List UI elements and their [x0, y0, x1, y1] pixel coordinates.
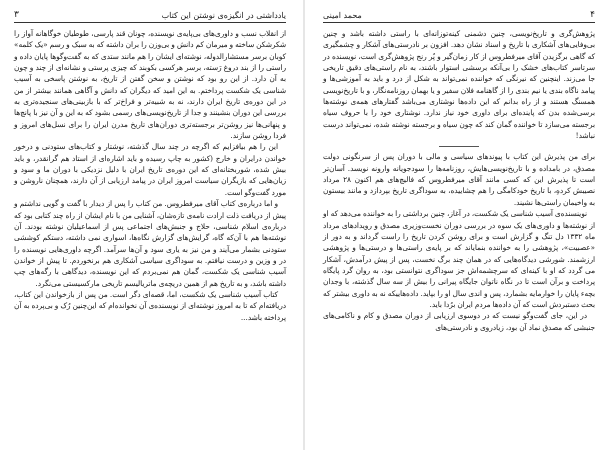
right-running-title: محمد امینی — [323, 11, 362, 20]
right-page-header — [323, 8, 595, 23]
left-page — [0, 0, 304, 450]
section-divider — [439, 146, 479, 147]
right-page — [305, 0, 609, 450]
paragraph: پژوهش‌گری و تاریخ‌نویسی، چنین دشمنی کینه‌توزانه‌ای با راستی داشته باشد و چنین بی‌وفایی‌های آشکاری با تاریخ و اسناد نشان دهد. افزون بر نادرستی‌های آشکار و چشمگیری که گاهی برگزیدن آقای میرفطروس از کار زمان‌گیر و پُر رنج پژوهش‌گری است، نویسنده در سرتاسر کتاب‌های خشک را بی‌آنکه برسشی استوار باشند، به نام راستی‌های دقیق تاریخی جا می‌زند. اینچنین که نیرنگی که خواننده نمی‌تواند به شکل از درد و باید به آموزشی‌ها و پیامد ناگاه بندی یا نیم بندی را از گاهنامه فلان سفیر و یا بهمان روزنامه‌نگار، و با تاریخ‌نویسی همسنگ هستند و از راه بدانم که این داده‌ها نوشتاری می‌باشد گفتارهای همه‌ی نوشته‌ها برسی‌شده بدن که پاینده‌ای برای داوری خود نیاز ندارد. نوشتاری خود را با حروف سیاه برجسته می‌سازد تا خواننده گمان کند که چون سیاه و برجسته نوشته شده، نمی‌تواند درست نباشد! — [323, 29, 595, 141]
right-page-body — [323, 28, 595, 333]
paragraph: این را هم بیافزایم که اگرچه در چند سال گذشته، نوشتار و کتاب‌های ستودنی و درخور خواندن درایران و خارج (کشور به‌ چاپ رسیده و باید اشاره‌ای از استاد هم گرانقدر، و باید بیش شده، شوربختانه‌ای که این دوره‌ی تاریخ ایران با دلیل نزدیکی با دوران ما و سود و زیان‌هایی که بازیگران سیاست امروز ایران در پیامد ارزیابی از آن دارند، همچنان ناروشن و مورد گفت‌وگو است. — [14, 142, 286, 197]
paragraph: نوینسنده‌ی آسیب شناسی یک شکست، در آغاز، چنین برداشتی را به خواننده می‌دهد که او از نوشته‌ها و داوری‌های یک سوه در بررسی دوران نخست‌وزیری مصدق و رویدادهای مرداد ماه ۱۳۳۲ دل تنگ و گزارش است و برای روشن کردن تاریخ را راست گرداند و به دور از «عصبیت»، پژوهشی را به خواننده بنمایاند که بر پایه‌ی راستی‌ها و درستی‌ها و پژوهشی ارزشمند. شورشی دیدگاه‌هایی که در همان چند برگ نخست، پس از پیش درآمدش، آشکار می گردد که او با کینه‌ای که سرچشمه‌اش جز سوداگری نتوانستی بود، به روان گرد پایگاه پرداخت و برآن است تا در نگاه ناتوان جایگاه پیرانی را بیش از سه سال گذشته، با وجدان بچهء پایان را خوارمایه بشمارد، پس و اندی سال او را بپاید. داده‌هاییکه نه به داوری بیشتر که بحث دستبردش است که آن داده‌ها مردم ایران برُدا باید. — [323, 209, 595, 309]
left-running-title: یادداشتی در انگیزه‌ی نوشتن این کتاب — [161, 11, 286, 20]
paragraph: برای من پذیرش این کتاب با پیوندهای سیاسی و مالی با دوران پس از سرنگونی دولت مصدق، در بامداده و با تاریخ‌نویسی‌هایش، روزنامه‌ها را سودجویانه وارونه نویسد. آسان‌تر است تا پذیرش این که کسی مانند آقای میرفطروس که فالیچ‌های هم اکنون ۲۸ مرداد نصیبش کردهِ، با تاریخ خودکامگی را هم چشاییده، به سوداگری تاریخ بپردازد و مانند بیستون به واخیمان راستی‌ها نشیند. — [323, 152, 596, 207]
paragraph: از انقلاب نسب و داوری‌های بی‌پایه‌ی نویسنده، چونان قند پارسی، طوطیان خوگاهانه آواز را شکرشکن ساخته و میرمان کم دانش و بی‌وزن را بران داشته که به سبک و رسم «یک کلمه» کوبان برسر مستشارالدوله، نوشته‌ای ایشان را هم مانند ستدی که به گفت‌وگوها پایان داده و راستی را از بند دروغ رَسته، برسر هرکسی بکوبند که چیزی پرستی و نشانه‌ای از چند و چون به آن دارد. از این رو بود که نوشتن و سخن گفتن از تاریخ، به نوشتن پاسخی به آسیب شناسی یک شکست پرداختم. به این امید که دیگران که دانش و آگاهی همانند بیشتر از من در این دوره‌ی تاریخ ایران دارند، نه به شبیه‌تر و فراخ‌تر که با بازبینی‌های سنجیده‌تری به بررسی این دوران بنشینند و جدا از تاریخ‌نویسی‌های رسمی بشود که به این و آن نیز با پانچ‌ها و پنهانی‌ها نیز روشن‌تر برجسته‌تری دوران‌های تاریخ مدرن ایران را برای نسل‌های امروز و فردا روشن سازند. — [14, 29, 286, 141]
left-page-body — [14, 28, 286, 323]
right-page-number: ۴ — [590, 10, 595, 20]
paragraph: و اما درباره‌ی کتاب آقای میرفطروس. من کتاب را پس از دیدار با گفت و گویی نداشتم و پیش از دریافت ذلت ارادت نامه‌ی تازه‌شان، آشنایی من با نام ایشان از راه چند کتابی بود که درباره‌ی اسلام شناسی، حلاج و جنبش‌های اجتماعی پس از اسماعیلیان نوشته بودند. آن نوشته‌ها هم با آن‌که گاه، گرایش‌های گزارش نگاه‌ها، اسواری نمی داشته، دستکم کوششی ستودنی بشمار می‌آیند و من نیز به‌ یاری سود و آن‌ها سرآمد. اگرچه داوری‌هایی نویسنده را در و وزین و درست نیافتم. به سوداگری سیاسی آشکاری هم برنخوردم. تا پیش از خواندن آسیب شناسی یک شکست، گمان هم نمی‌بردم که این نویسنده، دیدگاهی با رگه‌های چپ داشته باشد، و به تاریخ هم از همین دریچه‌ی ماتریالیسم تاریخی مارکسیستی می‌نگرد. — [14, 199, 286, 288]
paragraph: در این، جای گفت‌وگو نیست که در دوسوی ارزیابی از دوران مصدق و کام و ناکامی‌های جنبشی که مصدق نماد آن بود، زیادروی و نادرستی‌های — [323, 311, 595, 332]
left-page-number: ۳ — [14, 10, 19, 20]
paragraph: کتاب آسیب شناسی یک شکست، اما، قصه‌ای دگر است. من پس از بازخواندن این کتاب، دریافته‌ام که تا به امروز نوشته‌ای از نویسنده‌ی آن نخوانده‌ام که این‌چنین رُک و بی‌پرده به آن پرداخته باشد... — [14, 289, 286, 322]
left-page-header — [14, 8, 286, 23]
